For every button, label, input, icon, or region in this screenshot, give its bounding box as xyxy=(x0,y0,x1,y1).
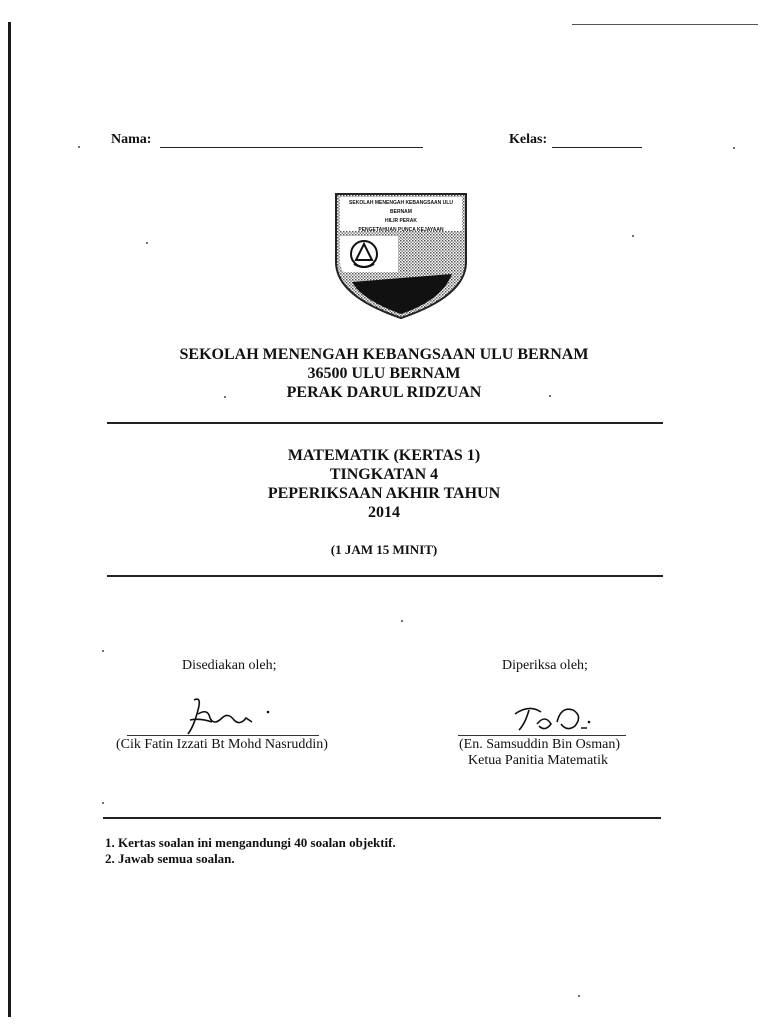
scan-speck xyxy=(78,146,80,148)
school-postcode-town: 36500 ULU BERNAM xyxy=(307,365,461,382)
school-name: SEKOLAH MENENGAH KEBANGSAAN ULU BERNAM xyxy=(179,346,589,363)
checker-name: (En. Samsuddin Bin Osman) xyxy=(459,737,620,752)
top-rule xyxy=(572,24,758,25)
scan-speck xyxy=(146,242,148,244)
exam-form: TINGKATAN 4 xyxy=(329,466,439,483)
class-blank-line xyxy=(552,146,642,148)
preparer-signature-line xyxy=(127,735,319,736)
exam-duration: (1 JAM 15 MINIT) xyxy=(330,542,438,557)
scan-speck xyxy=(549,395,551,397)
scan-speck xyxy=(578,995,580,997)
crest-text-motto: PENGETAHUAN PUNCA KEJAYAAN xyxy=(358,227,444,233)
scan-speck xyxy=(733,147,735,149)
checker-signature-line xyxy=(458,735,626,736)
checked-by-label: Diperiksa oleh; xyxy=(502,658,588,673)
class-label: Kelas: xyxy=(509,132,548,147)
divider-2 xyxy=(107,575,663,577)
divider-3 xyxy=(103,817,661,819)
scan-speck xyxy=(224,396,226,398)
scan-speck xyxy=(401,620,403,622)
school-crest xyxy=(334,192,468,320)
preparer-name: (Cik Fatin Izzati Bt Mohd Nasruddin) xyxy=(116,737,328,752)
prepared-by-label: Disediakan oleh; xyxy=(182,658,277,673)
exam-subject: MATEMATIK (KERTAS 1) xyxy=(287,447,481,464)
instructions-list xyxy=(105,835,396,867)
scan-speck xyxy=(102,650,104,652)
exam-info-block xyxy=(0,446,768,522)
instruction-item: 1. Kertas soalan ini mengandungi 40 soalan objektif. xyxy=(105,835,396,850)
crest-text-district: HILIR PERAK xyxy=(385,218,417,224)
school-address-block xyxy=(0,345,768,402)
divider-1 xyxy=(107,422,663,424)
instruction-item: 2. Jawab semua soalan. xyxy=(105,851,235,866)
name-blank-line xyxy=(160,146,423,148)
name-label: Nama: xyxy=(111,132,152,147)
exam-title: PEPERIKSAAN AKHIR TAHUN xyxy=(267,485,501,502)
scan-speck xyxy=(632,235,634,237)
school-state: PERAK DARUL RIDZUAN xyxy=(286,384,482,401)
exam-year: 2014 xyxy=(368,504,400,521)
crest-text-school: SEKOLAH MENENGAH KEBANGSAAN ULU BERNAM xyxy=(349,200,453,215)
checker-title: Ketua Panitia Matematik xyxy=(468,753,608,768)
checker-signature xyxy=(505,700,600,736)
scan-speck xyxy=(102,802,104,804)
